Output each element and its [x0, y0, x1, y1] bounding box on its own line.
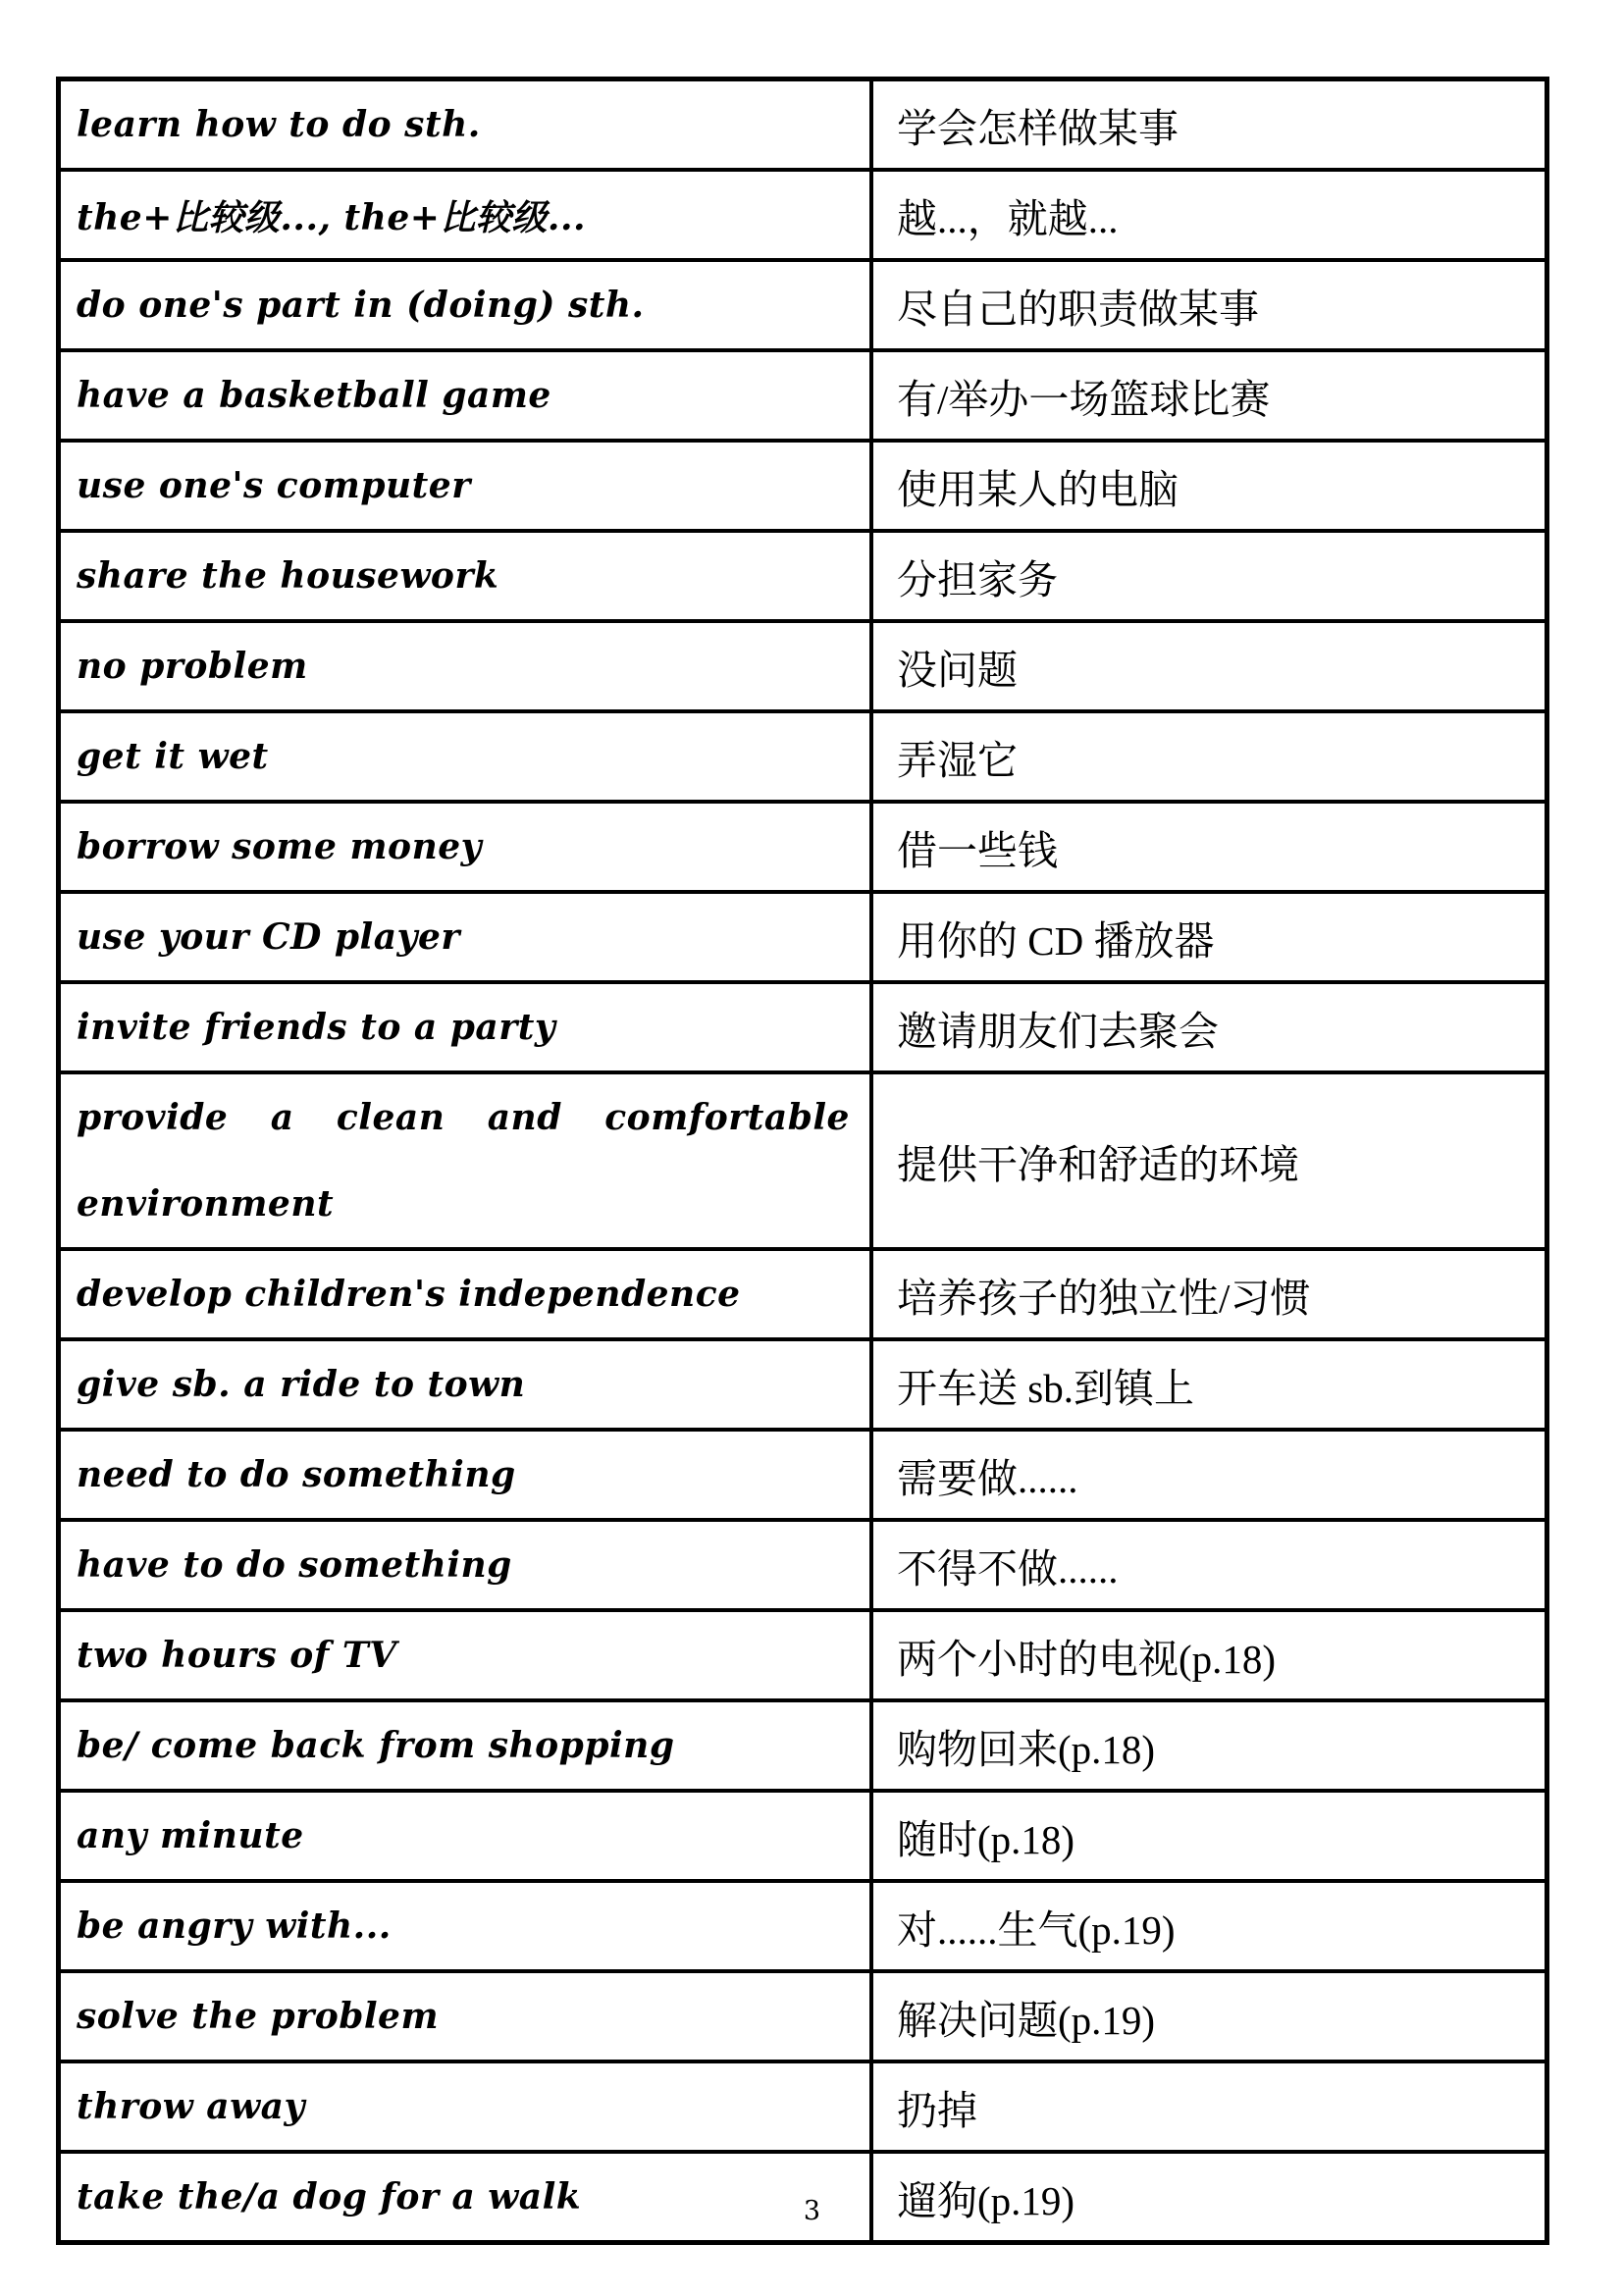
table-row — [59, 621, 1547, 711]
english-phrase-line-justified — [77, 1074, 856, 1161]
chinese-translation-cell: 两个小时的电视(p.18) — [871, 1610, 1547, 1700]
chinese-translation-cell: 分担家务 — [871, 531, 1547, 621]
chinese-translation-cell: 学会怎样做某事 — [871, 79, 1547, 171]
chinese-translation-cell: 解决问题(p.19) — [871, 1971, 1547, 2061]
english-phrase-cell: get it wet — [59, 711, 872, 802]
english-phrase-cell: need to do something — [59, 1430, 872, 1520]
table-row — [59, 1430, 1547, 1520]
english-phrase-cell: be angry with... — [59, 1881, 872, 1971]
phrase-table — [56, 77, 1549, 2245]
chinese-translation-cell: 尽自己的职责做某事 — [871, 260, 1547, 350]
table-row — [59, 531, 1547, 621]
english-phrase-cell: do one's part in (doing) sth. — [59, 260, 872, 350]
english-word: and — [487, 1097, 562, 1138]
english-phrase-cell: use one's computer — [59, 441, 872, 531]
chinese-translation-cell: 遛狗(p.19) — [871, 2152, 1547, 2243]
chinese-translation-cell: 邀请朋友们去聚会 — [871, 982, 1547, 1072]
chinese-translation-cell: 使用某人的电脑 — [871, 441, 1547, 531]
table-row — [59, 2061, 1547, 2152]
table-row — [59, 441, 1547, 531]
english-word: provide — [77, 1097, 229, 1138]
chinese-translation-cell: 弄湿它 — [871, 711, 1547, 802]
english-phrase-cell: invite friends to a party — [59, 982, 872, 1072]
english-phrase-cell: two hours of TV — [59, 1610, 872, 1700]
table-row — [59, 982, 1547, 1072]
page-number: 3 — [803, 2196, 821, 2226]
english-phrase-cell: have to do something — [59, 1520, 872, 1610]
english-phrase-cell: throw away — [59, 2061, 872, 2152]
table-row — [59, 1881, 1547, 1971]
table-row — [59, 1700, 1547, 1791]
chinese-translation-cell: 扔掉 — [871, 2061, 1547, 2152]
english-phrase-cell: any minute — [59, 1791, 872, 1881]
english-phrase-cell: have a basketball game — [59, 350, 872, 441]
english-word: comfortable — [604, 1097, 850, 1138]
english-phrase-cell: develop children's independence — [59, 1249, 872, 1339]
chinese-translation-cell: 提供干净和舒适的环境 — [871, 1072, 1547, 1249]
table-row — [59, 1249, 1547, 1339]
english-phrase-cell: share the housework — [59, 531, 872, 621]
english-phrase-cell: be/ come back from shopping — [59, 1700, 872, 1791]
chinese-translation-cell: 有/举办一场篮球比赛 — [871, 350, 1547, 441]
english-phrase-cell: borrow some money — [59, 802, 872, 892]
english-phrase-cell: learn how to do sth. — [59, 79, 872, 171]
english-phrase-cell: no problem — [59, 621, 872, 711]
english-phrase-cell: solve the problem — [59, 1971, 872, 2061]
english-phrase-cell: the+比较级..., the+比较级... — [59, 170, 872, 260]
phrase-table-body — [59, 79, 1547, 2243]
table-row — [59, 1791, 1547, 1881]
english-word: a — [270, 1097, 294, 1138]
table-row — [59, 711, 1547, 802]
english-phrase-cell: use your CD player — [59, 892, 872, 982]
table-row — [59, 79, 1547, 171]
table-row — [59, 892, 1547, 982]
table-row — [59, 1339, 1547, 1430]
table-row — [59, 802, 1547, 892]
chinese-translation-cell: 购物回来(p.18) — [871, 1700, 1547, 1791]
english-phrase-line: environment — [77, 1183, 335, 1225]
chinese-translation-cell: 没问题 — [871, 621, 1547, 711]
chinese-translation-cell: 不得不做...... — [871, 1520, 1547, 1610]
english-phrase-cell — [59, 1072, 872, 1249]
chinese-translation-cell: 越...，就越... — [871, 170, 1547, 260]
chinese-translation-cell: 需要做...... — [871, 1430, 1547, 1520]
chinese-translation-cell: 用你的 CD 播放器 — [871, 892, 1547, 982]
chinese-translation-cell: 随时(p.18) — [871, 1791, 1547, 1881]
table-row — [59, 1610, 1547, 1700]
table-row — [59, 350, 1547, 441]
table-row — [59, 1520, 1547, 1610]
english-phrase-cell: give sb. a ride to town — [59, 1339, 872, 1430]
chinese-translation-cell: 借一些钱 — [871, 802, 1547, 892]
table-row — [59, 170, 1547, 260]
chinese-translation-cell: 培养孩子的独立性/习惯 — [871, 1249, 1547, 1339]
chinese-translation-cell: 开车送 sb.到镇上 — [871, 1339, 1547, 1430]
english-phrase-cell: take the/a dog for a walk — [59, 2152, 872, 2243]
table-row — [59, 1971, 1547, 2061]
table-row — [59, 260, 1547, 350]
table-row — [59, 1072, 1547, 1249]
english-word: clean — [336, 1097, 445, 1138]
chinese-translation-cell: 对......生气(p.19) — [871, 1881, 1547, 1971]
